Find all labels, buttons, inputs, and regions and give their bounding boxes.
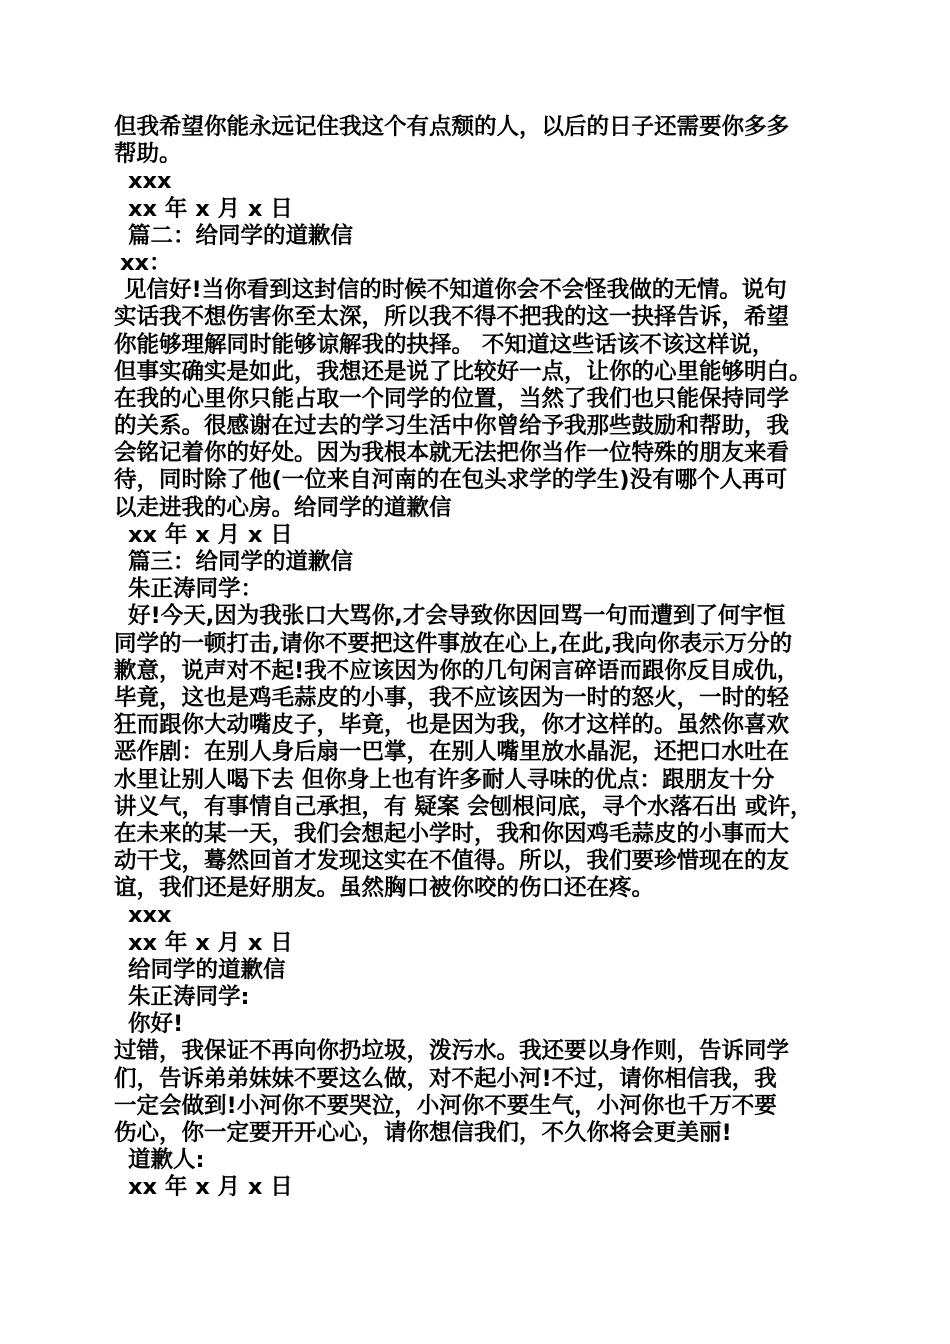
body-line: 见信好!当你看到这封信的时候不知道你会不会怪我做的无情。说句 bbox=[124, 277, 787, 304]
body-line: 讲义气，有事情自己承担，有 疑案 会刨根问底，寻个水落石出 或许， bbox=[114, 793, 813, 820]
document-page bbox=[114, 114, 844, 1202]
body-line: 帮助。 bbox=[114, 141, 182, 168]
body-line: 们，告诉弟弟妹妹不要这么做，对不起小河!不过，请你相信我，我 bbox=[114, 1065, 777, 1092]
body-line: 毕竟，这也是鸡毛蒜皮的小事，我不应该因为一时的怒火，一时的轻 bbox=[114, 684, 790, 711]
body-line: 同学的一顿打击,请你不要把这件事放在心上,在此,我向你表示万分的 bbox=[114, 630, 793, 657]
body-line: 歉意，说声对不起!我不应该因为你的几句闲言碎语而跟你反目成仇， bbox=[114, 657, 800, 684]
body-line: 动干戈，蓦然回首才发现这实在不值得。所以，我们要珍惜现在的友 bbox=[114, 848, 790, 875]
body-line: 恶作剧：在别人身后扇一巴掌，在别人嘴里放水晶泥，还把口水吐在 bbox=[114, 739, 790, 766]
body-line: 过错，我保证不再向你扔垃圾，泼污水。我还要以身作则，告诉同学 bbox=[114, 1038, 790, 1065]
body-line: 好!今天,因为我张口大骂你,才会导致你因回骂一句而遭到了何宇恒 bbox=[128, 603, 786, 630]
signature-line: xxx bbox=[128, 902, 172, 929]
body-line: 狂而跟你大动嘴皮子，毕竟，也是因为我，你才这样的。虽然你喜欢 bbox=[114, 712, 790, 739]
body-line: 但我希望你能永远记住我这个有点颓的人，以后的日子还需要你多多 bbox=[114, 114, 790, 140]
date-line: xx 年 x 月 x 日 bbox=[128, 1174, 293, 1201]
greeting-line: 你好! bbox=[128, 1011, 184, 1038]
body-line: 但事实确实是如此，我想还是说了比较好一点，让你的心里能够明白。 bbox=[114, 358, 812, 385]
body-line: 的关系。很感谢在过去的学习生活中你曾给予我那些鼓励和帮助，我 bbox=[114, 413, 790, 440]
salutation-line: xx： bbox=[120, 249, 172, 276]
body-line: 以走进我的心房。给同学的道歉信 bbox=[114, 494, 452, 521]
body-line: 实话我不想伤害你至太深，所以我不得不把我的这一抉择告诉，希望 bbox=[114, 304, 790, 331]
section-heading: 给同学的道歉信 bbox=[128, 956, 286, 983]
body-line: 你能够理解同时能够谅解我的抉择。 不知道这些话该不该这样说， bbox=[114, 331, 775, 358]
date-line: xx 年 x 月 x 日 bbox=[128, 195, 293, 222]
body-line: 会铭记着你的好处。因为我根本就无法把你当作一位特殊的朋友来看 bbox=[114, 440, 790, 467]
date-line: xx 年 x 月 x 日 bbox=[128, 929, 293, 956]
body-line: 谊，我们还是好朋友。虽然胸口被你咬的伤口还在疼。 bbox=[114, 875, 655, 902]
signature-line: xxx bbox=[128, 168, 172, 195]
salutation-line: 朱正涛同学： bbox=[128, 576, 264, 603]
body-line: 在我的心里你只能占取一个同学的位置，当然了我们也只能保持同学 bbox=[114, 385, 790, 412]
date-line: xx 年 x 月 x 日 bbox=[128, 521, 293, 548]
body-line: 一定会做到!小河你不要哭泣，小河你不要生气，小河你也千万不要 bbox=[114, 1092, 777, 1119]
body-line: 伤心，你一定要开开心心，请你想信我们，不久你将会更美丽! bbox=[114, 1119, 732, 1146]
body-line: 在未来的某一天，我们会想起小学时，我和你因鸡毛蒜皮的小事而大 bbox=[114, 820, 790, 847]
body-line: 待，同时除了他(一位来自河南的在包头求学的学生)没有哪个人再可 bbox=[114, 467, 788, 494]
signature-line: 道歉人: bbox=[128, 1147, 205, 1174]
section-heading: 篇三：给同学的道歉信 bbox=[128, 549, 354, 575]
section-heading: 篇二：给同学的道歉信 bbox=[128, 222, 354, 249]
body-line: 水里让别人喝下去 但你身上也有许多耐人寻味的优点：跟朋友十分 bbox=[114, 766, 775, 793]
salutation-line: 朱正涛同学: bbox=[128, 984, 250, 1010]
